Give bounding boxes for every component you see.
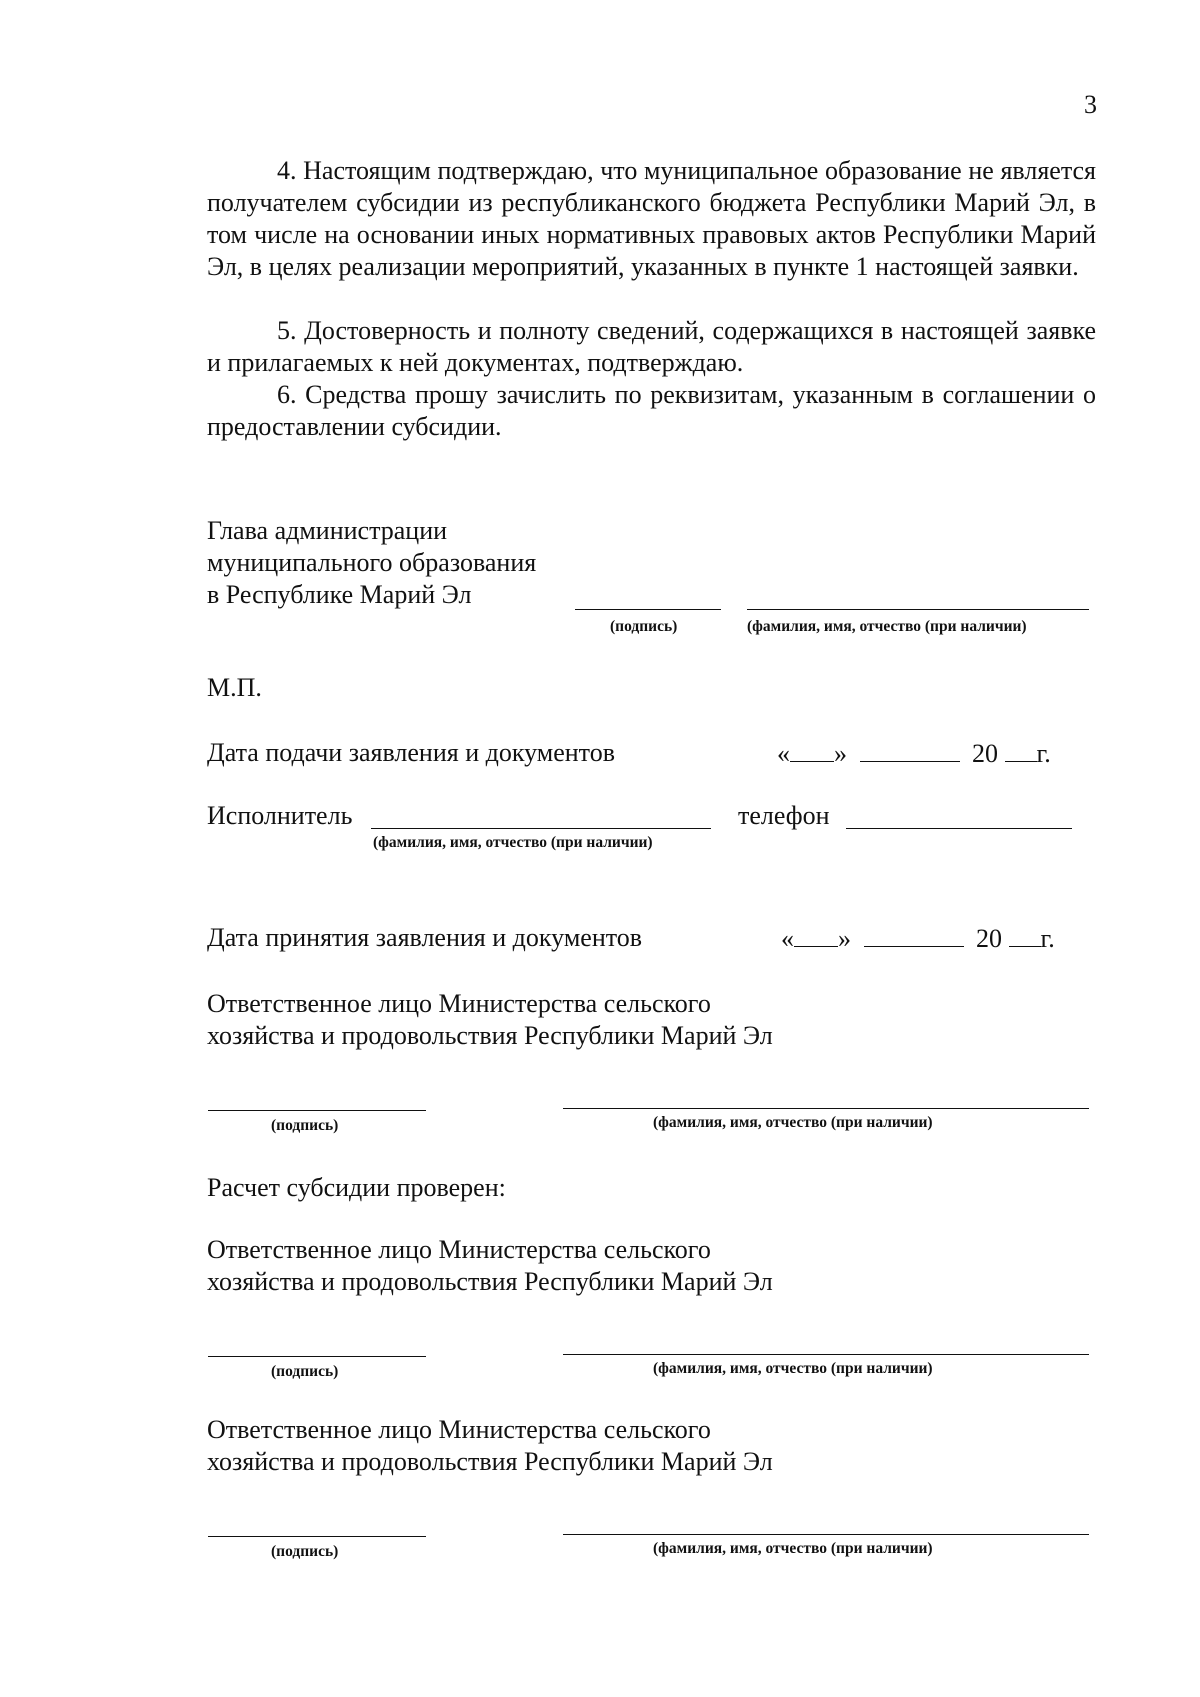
responsible-3-name-caption: (фамилия, имя, отчество (при наличии) [653,1540,933,1557]
responsible-3-line-1: Ответственное лицо Министерства сельского [207,1415,711,1444]
head-title-line-3: в Республике Марий Эл [207,580,472,609]
paragraph-5-first-line: 5. Достоверность и полноту сведений, содержащихся в настоящей [277,316,1019,345]
submission-date-label: Дата подачи заявления и документов [207,738,615,767]
day-blank[interactable] [794,922,838,947]
open-quote: « [781,924,794,953]
responsible-1-line-2: хозяйства и продовольствия Республики Марий Эл [207,1021,773,1050]
phone-label: телефон [738,801,830,830]
calc-checked-label: Расчет субсидии проверен: [207,1173,506,1202]
responsible-2-signature-line[interactable] [208,1356,426,1357]
responsible-1-signature-caption: (подпись) [271,1117,339,1134]
head-title-line-2: муниципального образования [207,548,537,577]
head-signature-line[interactable] [575,609,721,610]
month-blank[interactable] [860,737,960,762]
head-name-caption: (фамилия, имя, отчество (при наличии) [747,618,1027,635]
responsible-1-line-1: Ответственное лицо Министерства сельского [207,989,711,1018]
executor-label: Исполнитель [207,801,353,830]
year-prefix: 20 [976,924,1002,953]
responsible-2-line-2: хозяйства и продовольствия Республики Марий Эл [207,1267,773,1296]
responsible-2-name-line[interactable] [563,1354,1089,1355]
year-suffix: г. [1036,739,1051,768]
responsible-2-name-caption: (фамилия, имя, отчество (при наличии) [653,1360,933,1377]
acceptance-date-label: Дата принятия заявления и документов [207,923,643,952]
responsible-2-signature-caption: (подпись) [271,1363,339,1380]
stamp-label: М.П. [207,673,262,702]
submission-date-field[interactable] [777,737,1051,770]
day-blank[interactable] [790,737,834,762]
responsible-2-line-1: Ответственное лицо Министерства сельского [207,1235,711,1264]
responsible-3-signature-line[interactable] [208,1536,426,1537]
close-quote: » [834,739,847,768]
responsible-3-name-line[interactable] [563,1534,1089,1535]
responsible-1-name-line[interactable] [563,1108,1089,1109]
acceptance-date-field[interactable] [781,922,1055,955]
year-blank[interactable] [1009,922,1041,947]
paragraph-5 [207,315,1096,379]
head-signature-caption: (подпись) [610,618,678,635]
paragraph-4-text: не является получателем субсидии из республиканского бюджета Республики Марий Эл, в том числе на основании иных нормативных правовых актов Республики Марий Эл, в целях реализации мероприятий, указанных в пункте 1 настоящей заявки. [207,156,1096,281]
year-suffix: г. [1040,924,1055,953]
year-prefix: 20 [972,739,998,768]
close-quote: » [838,924,851,953]
paragraph-6-text: в соглашении о предоставлении субсидии. [207,380,1096,441]
paragraph-4-first-line: 4. Настоящим подтверждаю, что муниципальное образование [277,156,962,185]
head-name-line[interactable] [747,609,1089,610]
open-quote: « [777,739,790,768]
responsible-3-signature-caption: (подпись) [271,1543,339,1560]
year-blank[interactable] [1005,737,1037,762]
responsible-1-name-caption: (фамилия, имя, отчество (при наличии) [653,1114,933,1131]
phone-line[interactable] [846,828,1072,829]
responsible-3-line-2: хозяйства и продовольствия Республики Марий Эл [207,1447,773,1476]
head-title-line-1: Глава администрации [207,516,448,545]
executor-name-line[interactable] [371,828,711,829]
paragraph-5-text: заявке и прилагаемых к ней документах, подтверждаю. [207,316,1097,377]
responsible-1-signature-line[interactable] [208,1110,426,1111]
paragraph-6 [207,379,1096,443]
paragraph-6-first-line: 6. Средства прошу зачислить по реквизитам, указанным [277,380,913,409]
paragraph-4 [207,155,1096,283]
month-blank[interactable] [864,922,964,947]
page-number: 3 [1084,90,1097,119]
executor-name-caption: (фамилия, имя, отчество (при наличии) [373,834,653,851]
